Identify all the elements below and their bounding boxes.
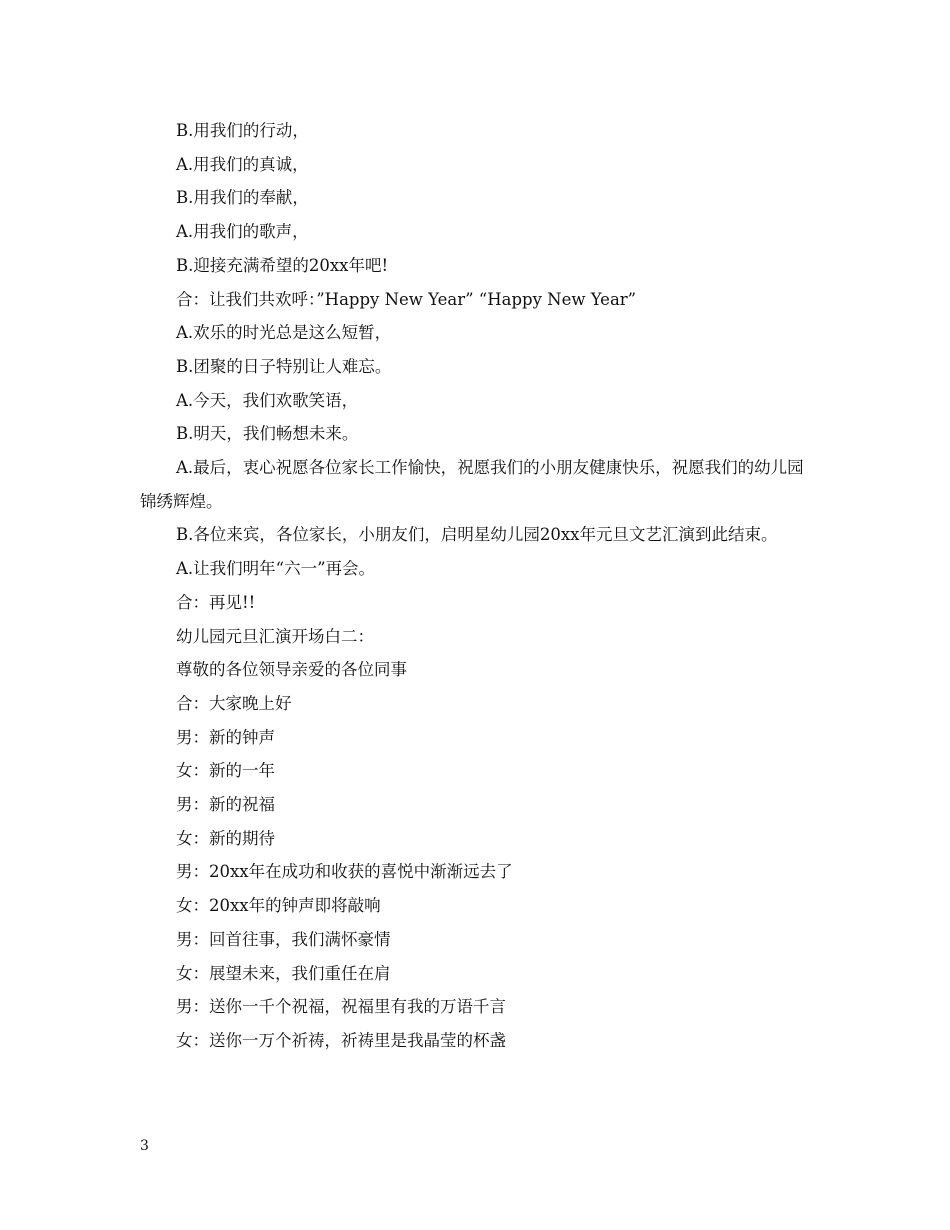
paragraph: 合：再见!! xyxy=(176,592,256,612)
paragraph: 男：20xx年在成功和收获的喜悦中渐渐远去了 xyxy=(176,862,513,882)
paragraph: B.各位来宾，各位家长，小朋友们，启明星幼儿园20xx年元旦文艺汇演到此结束。 xyxy=(176,525,778,545)
paragraph: A.让我们明年“六一”再会。 xyxy=(176,559,376,579)
paragraph: 女：展望未来，我们重任在肩 xyxy=(176,963,391,983)
paragraph: A.最后，衷心祝愿各位家长工作愉快，祝愿我们的小朋友健康快乐，祝愿我们的幼儿园锦绣辉煌。 xyxy=(140,458,804,511)
document-body xyxy=(140,114,816,1058)
paragraph: B.迎接充满希望的20xx年吧! xyxy=(176,255,389,275)
paragraph: A.今天，我们欢歌笑语， xyxy=(176,390,359,410)
paragraph: A.用我们的歌声， xyxy=(176,222,309,242)
paragraph: 女：20xx年的钟声即将敲响 xyxy=(176,896,381,916)
section-heading: 幼儿园元旦汇演开场白二： xyxy=(176,626,374,646)
paragraph: 女：新的期待 xyxy=(176,828,275,848)
paragraph: B.用我们的奉献， xyxy=(176,188,309,208)
paragraph: A.用我们的真诚， xyxy=(176,154,309,174)
paragraph: 女：送你一万个祈祷，祈祷里是我晶莹的杯盏 xyxy=(176,1030,506,1050)
paragraph: B.用我们的行动， xyxy=(176,121,309,140)
paragraph: B.团聚的日子特别让人难忘。 xyxy=(176,356,392,376)
paragraph: 男：回首往事，我们满怀豪情 xyxy=(176,929,391,949)
paragraph: 合：大家晚上好 xyxy=(176,693,292,713)
paragraph: 男：新的祝福 xyxy=(176,795,275,815)
paragraph: 男：送你一千个祝福，祝福里有我的万语千言 xyxy=(176,997,506,1017)
paragraph: 合：让我们共欢呼：”Happy New Year” “Happy New Year” xyxy=(176,289,637,309)
page-number: 3 xyxy=(140,1138,149,1154)
paragraph: B.明天，我们畅想未来。 xyxy=(176,424,359,444)
paragraph: A.欢乐的时光总是这么短暂， xyxy=(176,323,392,343)
paragraph: 尊敬的各位领导亲爱的各位同事 xyxy=(176,660,407,680)
paragraph: 女：新的一年 xyxy=(176,761,275,781)
paragraph: 男：新的钟声 xyxy=(176,727,275,747)
